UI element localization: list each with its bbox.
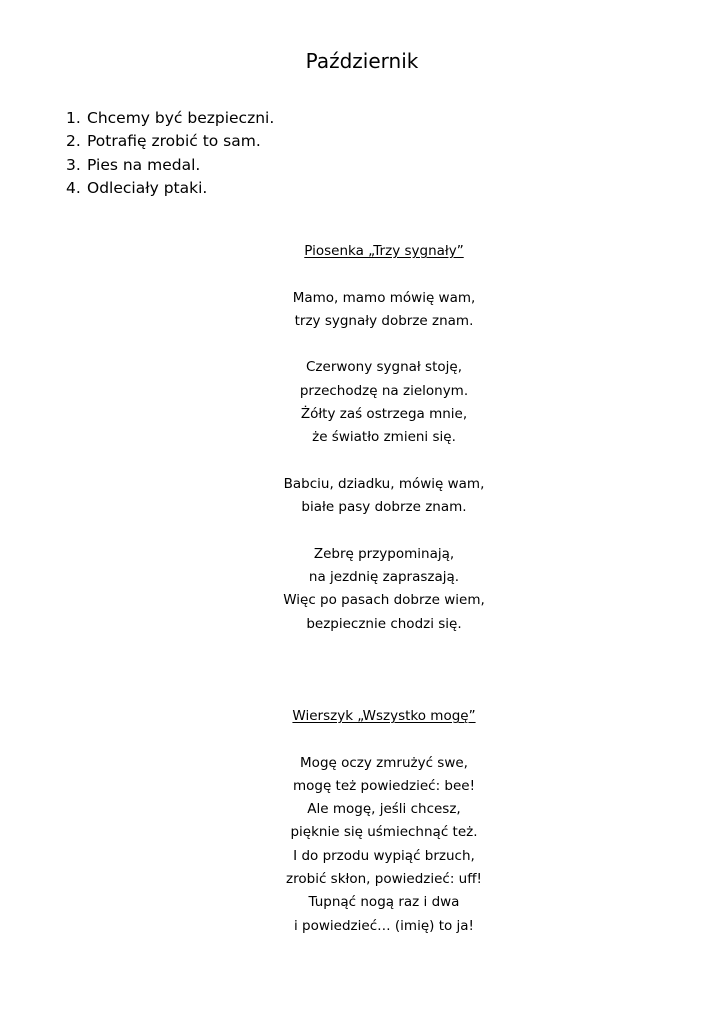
verse-line: Mogę oczy zmrużyć swe, [300, 754, 468, 771]
list-item [66, 177, 274, 200]
verse-line: bezpiecznie chodzi się. [306, 615, 462, 632]
verse-line: Żółty zaś ostrzega mnie, [300, 406, 468, 423]
verse-line: Babciu, dziadku, mówię wam, [283, 475, 485, 492]
verse-line: białe pasy dobrze znam. [301, 499, 467, 516]
list-item [66, 107, 274, 130]
list-item-number: 2. [66, 132, 81, 151]
verse-line: Zebrę przypominają, [313, 545, 455, 562]
verse-line: mogę też powiedzieć: bee! [292, 777, 476, 794]
list-item-text: Odleciały ptaki. [87, 178, 208, 197]
verse-line: Tupnąć nogą raz i dwa [308, 894, 460, 911]
verse-line: Czerwony sygnał stoję, [306, 359, 462, 376]
list-item-text: Pies na medal. [87, 155, 201, 174]
stanza [234, 543, 534, 636]
list-item-number: 1. [66, 109, 81, 127]
song-section [234, 240, 534, 636]
verse-line: przechodzę na zielonym. [299, 382, 469, 399]
list-item [66, 130, 274, 153]
stanza [234, 356, 534, 449]
list-item-text: Potrafię zrobić to sam. [87, 132, 261, 151]
stanza [234, 473, 534, 520]
verse-line: Mamo, mamo mówię wam, [292, 289, 476, 306]
song-title: Piosenka „Trzy sygnały” [304, 243, 464, 259]
stanza [234, 752, 534, 938]
verse-line: I do przodu wypiąć brzuch, [293, 847, 475, 864]
verse-line: Więc po pasach dobrze wiem, [283, 592, 485, 609]
verse-line: na jezdnię zapraszają. [308, 569, 460, 586]
verse-line: Ale mogę, jeśli chcesz, [307, 801, 461, 818]
stanza [234, 287, 534, 334]
verse-line: i powiedzieć… (imię) to ja! [294, 917, 474, 934]
verse-line: pięknie się uśmiechnąć też. [290, 824, 478, 841]
list-item-number: 3. [66, 155, 81, 174]
verse-line: trzy sygnały dobrze znam. [294, 312, 474, 329]
rhyme-title: Wierszyk „Wszystko mogę” [292, 708, 476, 724]
topics-list [66, 107, 274, 200]
verse-line: że światło zmieni się. [312, 429, 456, 446]
list-item-number: 4. [66, 178, 81, 197]
rhyme-section [234, 705, 534, 938]
list-item [66, 154, 274, 177]
list-item-text: Chcemy być bezpieczni. [87, 109, 275, 127]
page-title: Październik [305, 49, 419, 73]
verse-line: zrobić skłon, powiedzieć: uff! [286, 871, 482, 888]
